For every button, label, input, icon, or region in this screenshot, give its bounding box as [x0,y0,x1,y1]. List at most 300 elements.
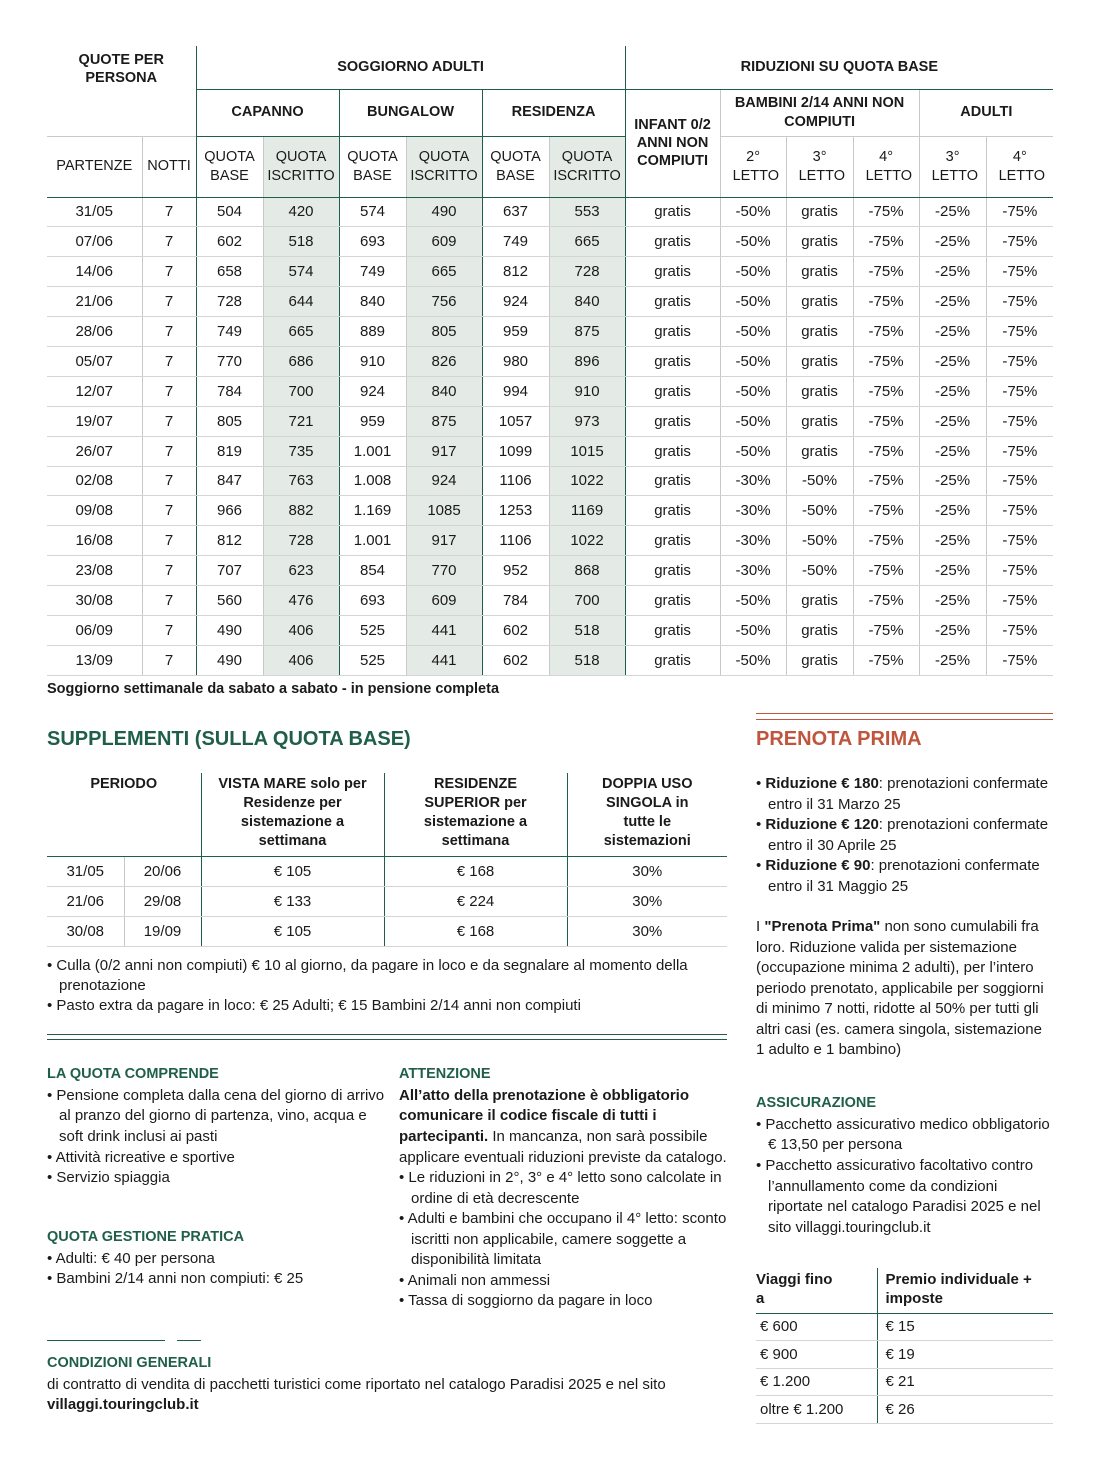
assicurazione-block [756,1094,1053,1238]
table-cell: 686 [263,346,339,376]
table-cell: 7 [142,257,196,287]
table-cell: -30% [720,556,786,586]
divider [177,1340,201,1341]
table-cell: € 900 [756,1341,877,1369]
table-cell: 7 [142,496,196,526]
table-row [47,615,1053,645]
table-cell: € 26 [877,1396,1053,1424]
header-4-letto: 4° LETTO [986,136,1053,197]
table-cell: 420 [263,197,339,227]
table-row [47,466,1053,496]
table-cell: gratis [786,227,853,257]
prenota-item-bold: Riduzione € 120 [765,816,879,834]
table-cell: 16/08 [47,526,142,556]
supplementi-table [47,773,727,947]
table-cell: 525 [339,615,406,645]
table-cell: -75% [853,466,919,496]
supplementi-title: SUPPLEMENTI (SULLA QUOTA BASE) [47,728,411,750]
table-cell: -25% [919,376,986,406]
table-cell: 665 [263,317,339,347]
assicurazione-title: ASSICURAZIONE [756,1095,877,1111]
prenota-item-bold: Riduzione € 90 [765,857,871,875]
table-cell: -75% [986,376,1053,406]
prenota-note-text [756,917,1053,1061]
table-cell: -75% [986,645,1053,675]
table-cell: -75% [986,586,1053,616]
table-cell: gratis [625,406,720,436]
table-cell: gratis [625,287,720,317]
table-cell: 609 [406,586,482,616]
table-cell: -75% [986,287,1053,317]
table-cell: 7 [142,376,196,406]
table-cell: 26/07 [47,436,142,466]
header-partenze: PARTENZE [47,136,142,197]
table-cell: 7 [142,287,196,317]
table-row [756,1396,1053,1424]
header-adulti: ADULTI [919,89,1053,136]
table-cell: -50% [786,466,853,496]
table-row [47,346,1053,376]
divider [47,1039,727,1040]
prenota-prima-list [756,774,1053,897]
table-cell: 812 [482,257,549,287]
table-cell: -25% [919,556,986,586]
note-post: non sono cumulabili fra loro. Riduzione valida per sistemazione (occupazione minima 2 adulti), per l’intero periodo prenotato, applicabile per soggiorni di minimo 7 notti, ridotte al 50% per tutti gli altri casi (es. camera singola, sistemazione 1 adulto e 1 bambino) [756,918,1044,1059]
table-cell: gratis [786,376,853,406]
insurance-table [756,1268,1053,1424]
table-cell: gratis [625,645,720,675]
table-cell: 30/08 [47,586,142,616]
table-cell: 7 [142,466,196,496]
prenota-item-text: : prenotazioni confermate entro il 30 Aprile 25 [768,816,1049,854]
table-cell: gratis [625,586,720,616]
header-quota-base: QUOTA BASE [482,136,549,197]
table-cell: -75% [853,526,919,556]
gestione-item: • Bambini 2/14 anni non compiuti: € 25 [47,1270,304,1288]
table-row [47,436,1053,466]
table-cell: -75% [853,227,919,257]
divider [47,1034,727,1035]
table-cell: 21/06 [47,886,124,916]
table-cell: 973 [549,406,625,436]
assicurazione-item: • Pacchetto assicurativo facoltativo contro l’annullamento come da condizioni riportate nel catalogo Paradisi 2025 e nel sito villaggi.touringclub.it [756,1156,1041,1236]
table-cell: 7 [142,197,196,227]
header-residenze-superior: RESIDENZE SUPERIOR per sistemazione a settimana [384,773,567,856]
table-cell: 30/08 [47,916,124,946]
gestione-title: QUOTA GESTIONE PRATICA [47,1229,245,1245]
table-cell: 728 [263,526,339,556]
table-row [47,526,1053,556]
table-cell: € 600 [756,1313,877,1341]
table-cell: 7 [142,615,196,645]
table-cell: 602 [196,227,263,257]
table-cell: 700 [263,376,339,406]
table-cell: 910 [339,346,406,376]
table-cell: 623 [263,556,339,586]
table-cell: 1022 [549,526,625,556]
table-cell: 735 [263,436,339,466]
table-cell: € 15 [877,1313,1053,1341]
table-cell: gratis [625,466,720,496]
table-cell: 14/06 [47,257,142,287]
table-cell: -50% [786,556,853,586]
table-cell: 7 [142,556,196,586]
table-cell: 1085 [406,496,482,526]
table-cell: -25% [919,496,986,526]
attenzione-title: ATTENZIONE [399,1066,491,1082]
table-cell: 917 [406,526,482,556]
table-cell: -75% [986,346,1053,376]
header-notti: NOTTI [142,136,196,197]
table-cell: 525 [339,645,406,675]
table-cell: -75% [986,526,1053,556]
table-row [47,586,1053,616]
table-cell: 1022 [549,466,625,496]
table-cell: 700 [549,586,625,616]
table-cell: 7 [142,317,196,347]
comprende-block [47,1065,387,1189]
table-row [756,1341,1053,1369]
table-cell: 12/07 [47,376,142,406]
table-cell: 756 [406,287,482,317]
table-cell: gratis [786,317,853,347]
table-cell: 665 [549,227,625,257]
table-cell: 1.169 [339,496,406,526]
table-cell: -30% [720,526,786,556]
price-table [47,46,1053,676]
table-cell: € 105 [201,856,384,886]
comprende-item: • Pensione completa dalla cena del giorno di arrivo al pranzo del giorno di partenza, vino, acqua e soft drink inclusi ai pasti [47,1086,385,1145]
table-cell: -25% [919,615,986,645]
table-cell: 693 [339,586,406,616]
table-cell: 28/06 [47,317,142,347]
table-cell: 609 [406,227,482,257]
table-cell: 924 [482,287,549,317]
table-row [47,496,1053,526]
table-cell: -75% [853,645,919,675]
table-cell: 574 [263,257,339,287]
header-3-letto: 3° LETTO [919,136,986,197]
table-cell: 7 [142,227,196,257]
table-cell: gratis [786,346,853,376]
prenota-item-text: : prenotazioni confermate entro il 31 Maggio 25 [768,857,1040,895]
table-cell: 728 [549,257,625,287]
divider [47,1340,165,1341]
table-row [47,406,1053,436]
table-cell: -25% [919,317,986,347]
table-cell: gratis [625,556,720,586]
table-cell: 770 [196,346,263,376]
table-cell: 749 [196,317,263,347]
comprende-item: • Servizio spiaggia [47,1169,170,1187]
prenota-item: • Riduzione € 120: prenotazioni confermate entro il 30 Aprile 25 [756,816,1049,854]
supplementi-body [47,856,727,946]
table-cell: -75% [853,496,919,526]
table-cell: gratis [786,586,853,616]
price-table-body [47,197,1053,675]
table-cell: -50% [720,197,786,227]
table-cell: 7 [142,346,196,376]
table-cell: -75% [986,227,1053,257]
table-cell: 23/08 [47,556,142,586]
table-cell: gratis [786,406,853,436]
header-soggiorno-adulti: SOGGIORNO ADULTI [196,46,625,89]
table-cell: 19/09 [124,916,201,946]
table-cell: 924 [339,376,406,406]
table-cell: -75% [853,346,919,376]
table-cell: -25% [919,645,986,675]
table-cell: 707 [196,556,263,586]
table-cell: 7 [142,436,196,466]
table-cell: 952 [482,556,549,586]
table-cell: 560 [196,586,263,616]
table-caption: Soggiorno settimanale da sabato a sabato - in pensione completa [47,681,500,697]
table-cell: -25% [919,257,986,287]
table-cell: -50% [720,317,786,347]
table-cell: 994 [482,376,549,406]
header-residenza: RESIDENZA [482,89,625,136]
table-cell: 980 [482,346,549,376]
table-cell: -75% [853,436,919,466]
table-cell: -30% [720,496,786,526]
table-cell: -75% [853,257,919,287]
table-cell: 959 [339,406,406,436]
divider [756,719,1053,720]
header-periodo: PERIODO [47,773,201,856]
table-cell: 637 [482,197,549,227]
table-cell: -25% [919,406,986,436]
table-cell: gratis [625,615,720,645]
prenota-item-text: : prenotazioni confermate entro il 31 Marzo 25 [768,775,1049,813]
header-capanno: CAPANNO [196,89,339,136]
table-cell: -75% [986,406,1053,436]
table-cell: -75% [853,586,919,616]
table-cell: gratis [625,436,720,466]
table-cell: -25% [919,227,986,257]
table-cell: gratis [786,615,853,645]
table-row [47,376,1053,406]
table-cell: -50% [720,436,786,466]
table-cell: -75% [986,436,1053,466]
table-cell: -75% [853,317,919,347]
table-cell: 959 [482,317,549,347]
table-cell: gratis [625,346,720,376]
table-cell: gratis [786,436,853,466]
table-cell: € 21 [877,1368,1053,1396]
header-3-letto: 3° LETTO [786,136,853,197]
supplementi-notes [47,956,737,1015]
header-quota-base: QUOTA BASE [339,136,406,197]
table-cell: 30% [567,886,727,916]
condizioni-body: di contratto di vendita di pacchetti turistici come riportato nel catalogo Paradisi 2025 e nel sito [47,1375,666,1393]
table-cell: 602 [482,615,549,645]
table-cell: 19/07 [47,406,142,436]
table-cell: -75% [853,287,919,317]
table-cell: 749 [482,227,549,257]
table-cell: 29/08 [124,886,201,916]
table-cell: 06/09 [47,615,142,645]
table-cell: 770 [406,556,482,586]
header-infant: INFANT 0/2 ANNI NON COMPIUTI [625,89,720,197]
prenota-item-bold: Riduzione € 180 [765,775,879,792]
table-cell: 476 [263,586,339,616]
table-cell: -75% [853,406,919,436]
table-cell: 665 [406,257,482,287]
table-cell: 721 [263,406,339,436]
table-cell: -75% [986,615,1053,645]
note-pre: I [756,918,765,935]
table-cell: -75% [986,317,1053,347]
table-cell: -50% [720,257,786,287]
table-row [47,856,727,886]
table-cell: 875 [406,406,482,436]
table-cell: 1169 [549,496,625,526]
table-cell: 504 [196,197,263,227]
table-cell: gratis [625,496,720,526]
table-cell: -25% [919,466,986,496]
attenzione-item: • Adulti e bambini che occupano il 4° letto: sconto iscritti non applicabile, camere soggette a disponibilità limitata [399,1210,727,1269]
header-vista-mare: VISTA MARE solo per Residenze per sistemazione a settimana [201,773,384,856]
table-cell: -75% [853,376,919,406]
table-cell: -75% [986,466,1053,496]
table-cell: 07/06 [47,227,142,257]
comprende-title: LA QUOTA COMPRENDE [47,1066,219,1082]
comprende-item: • Attività ricreative e sportive [47,1148,235,1166]
table-cell: 30% [567,856,727,886]
table-cell: 490 [406,197,482,227]
table-cell: -50% [720,227,786,257]
table-cell: 840 [549,287,625,317]
header-quota-iscritto: QUOTA ISCRITTO [406,136,482,197]
table-cell: -50% [720,376,786,406]
header-quota-base: QUOTA BASE [196,136,263,197]
table-cell: 490 [196,645,263,675]
table-cell: 1099 [482,436,549,466]
header-viaggi: Viaggi fino a [756,1268,877,1313]
table-row [47,257,1053,287]
table-cell: -25% [919,586,986,616]
gestione-block [47,1228,387,1290]
table-cell: 728 [196,287,263,317]
prenota-item: • Riduzione € 90: prenotazioni confermate entro il 31 Maggio 25 [756,857,1040,895]
table-cell: -50% [720,346,786,376]
table-cell: -50% [786,526,853,556]
table-cell: gratis [786,257,853,287]
condizioni-block [47,1354,737,1416]
table-cell: 7 [142,586,196,616]
table-cell: 441 [406,645,482,675]
gestione-item: • Adulti: € 40 per persona [47,1249,215,1267]
table-cell: 819 [196,436,263,466]
header-bungalow: BUNGALOW [339,89,482,136]
table-cell: 868 [549,556,625,586]
attenzione-block [399,1065,729,1312]
table-cell: € 168 [384,916,567,946]
table-cell: -75% [853,615,919,645]
table-cell: gratis [786,287,853,317]
attenzione-item: • Tassa di soggiorno da pagare in loco [399,1292,653,1310]
table-cell: 882 [263,496,339,526]
table-cell: 1106 [482,466,549,496]
table-cell: 966 [196,496,263,526]
table-cell: -50% [720,406,786,436]
table-row [47,916,727,946]
header-quota-iscritto: QUOTA ISCRITTO [263,136,339,197]
table-cell: oltre € 1.200 [756,1396,877,1424]
table-cell: 826 [406,346,482,376]
table-cell: 09/08 [47,496,142,526]
table-cell: 924 [406,466,482,496]
table-cell: 1057 [482,406,549,436]
condizioni-link[interactable]: villaggi.touringclub.it [47,1396,199,1414]
table-cell: 763 [263,466,339,496]
assicurazione-item: • Pacchetto assicurativo medico obbligatorio € 13,50 per persona [756,1115,1050,1154]
table-cell: 406 [263,645,339,675]
table-cell: 658 [196,257,263,287]
table-cell: 896 [549,346,625,376]
condizioni-title: CONDIZIONI GENERALI [47,1355,212,1371]
table-cell: 7 [142,406,196,436]
table-cell: -25% [919,526,986,556]
table-cell: 840 [339,287,406,317]
table-cell: 784 [196,376,263,406]
table-cell: 7 [142,645,196,675]
table-cell: 518 [549,645,625,675]
table-cell: 805 [406,317,482,347]
header-bambini: BAMBINI 2/14 ANNI NON COMPIUTI [720,89,919,136]
table-cell: -25% [919,287,986,317]
attenzione-bold: All’atto della prenotazione è obbligatorio comunicare il codice fiscale di tutti i partecipanti. [399,1086,690,1145]
table-cell: 784 [482,586,549,616]
table-cell: gratis [625,526,720,556]
table-cell: 30% [567,916,727,946]
note-item: • Pasto extra da pagare in loco: € 25 Adulti; € 15 Bambini 2/14 anni non compiuti [47,996,581,1014]
table-cell: -25% [919,346,986,376]
table-cell: 917 [406,436,482,466]
header-riduzioni: RIDUZIONI SU QUOTA BASE [625,46,1053,89]
attenzione-item: • Le riduzioni in 2°, 3° e 4° letto sono calcolate in ordine di età decrescente [399,1169,722,1207]
table-cell: 1.008 [339,466,406,496]
table-cell: -75% [853,197,919,227]
table-cell: 1253 [482,496,549,526]
table-cell: gratis [625,317,720,347]
table-cell: 7 [142,526,196,556]
table-cell: -75% [986,257,1053,287]
table-cell: -75% [986,556,1053,586]
attenzione-text [399,1086,729,1168]
table-cell: 518 [549,615,625,645]
table-row [47,317,1053,347]
table-cell: gratis [625,227,720,257]
table-cell: 1.001 [339,526,406,556]
prenota-item: • Riduzione € 180: prenotazioni confermate entro il 31 Marzo 25 [756,775,1049,813]
table-cell: 21/06 [47,287,142,317]
prenota-prima-note [756,917,1053,1061]
table-cell: 20/06 [124,856,201,886]
table-cell: -50% [720,615,786,645]
table-cell: 644 [263,287,339,317]
table-row [47,227,1053,257]
table-cell: 805 [196,406,263,436]
table-cell: 441 [406,615,482,645]
table-cell: € 105 [201,916,384,946]
table-row [756,1368,1053,1396]
table-cell: 31/05 [47,197,142,227]
table-cell: 13/09 [47,645,142,675]
table-cell: -75% [986,197,1053,227]
table-cell: gratis [786,197,853,227]
table-row [47,645,1053,675]
